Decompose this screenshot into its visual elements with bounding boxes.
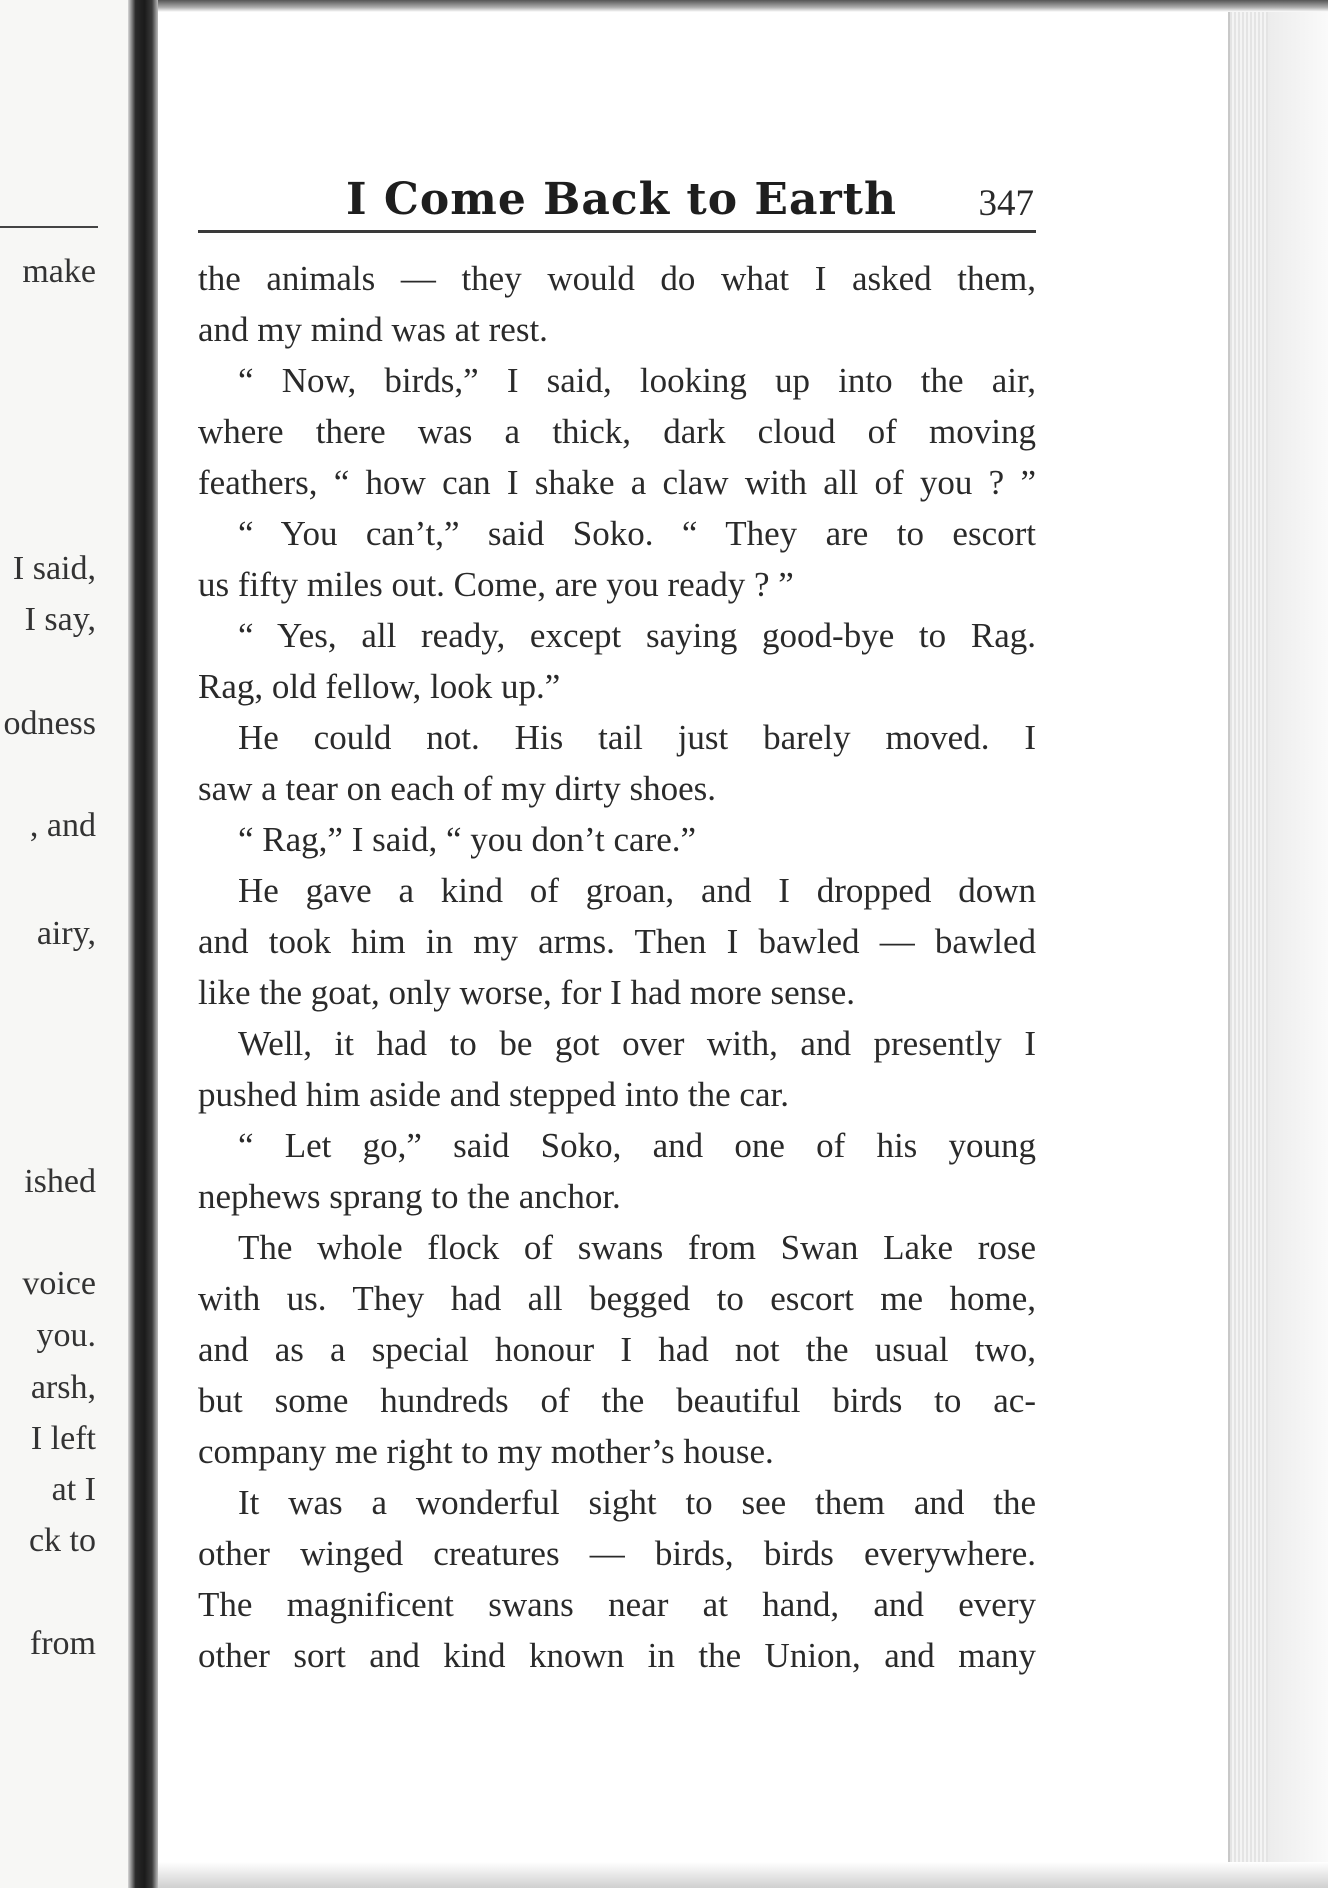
text-line: pushed him aside and stepped into the car. bbox=[198, 1075, 789, 1114]
page-edges bbox=[1228, 12, 1270, 1862]
previous-page-text: voice bbox=[22, 1265, 96, 1302]
text-line: and as a special honour I had not the usual two, bbox=[198, 1330, 1036, 1369]
text-line: “ Rag,” I said, “ you don’t care.” bbox=[238, 820, 697, 859]
text-line: “ Yes, all ready, except saying good-bye to Rag. bbox=[238, 616, 1036, 655]
previous-page-text: ck to bbox=[28, 1522, 96, 1559]
text-line: company me right to my mother’s house. bbox=[198, 1432, 774, 1471]
previous-page-text: make bbox=[22, 253, 96, 290]
previous-page-text: you. bbox=[36, 1317, 96, 1354]
text-line: other winged creatures — birds, birds everywhere. bbox=[198, 1534, 1036, 1573]
text-line: Well, it had to be got over with, and presently I bbox=[238, 1024, 1036, 1063]
previous-page-text: airy, bbox=[36, 915, 96, 952]
text-line: other sort and kind known in the Union, and many bbox=[198, 1636, 1036, 1675]
text-line: and my mind was at rest. bbox=[198, 310, 548, 349]
previous-page-fragment bbox=[0, 0, 128, 1888]
text-line: with us. They had all begged to escort me home, bbox=[198, 1279, 1036, 1318]
previous-page-text: from bbox=[29, 1625, 96, 1662]
previous-page-text: odness bbox=[3, 705, 96, 742]
page-top-edge bbox=[158, 0, 1328, 12]
text-line: saw a tear on each of my dirty shoes. bbox=[198, 769, 717, 808]
text-line: The whole flock of swans from Swan Lake rose bbox=[238, 1228, 1036, 1267]
previous-page-text: ished bbox=[24, 1163, 96, 1200]
previous-page-text: I say, bbox=[24, 601, 96, 638]
page-number: 347 bbox=[978, 183, 1034, 224]
text-line: but some hundreds of the beautiful birds to ac- bbox=[198, 1381, 1036, 1420]
text-line: It was a wonderful sight to see them and the bbox=[238, 1483, 1036, 1522]
page-bottom-shadow bbox=[158, 1862, 1328, 1888]
text-line: He gave a kind of groan, and I dropped down bbox=[238, 871, 1036, 910]
text-line: He could not. His tail just barely moved. I bbox=[238, 718, 1036, 757]
previous-page-text: arsh, bbox=[30, 1369, 96, 1406]
header-rule bbox=[198, 230, 1036, 233]
previous-page-text: I said, bbox=[12, 550, 96, 587]
text-line: where there was a thick, dark cloud of moving bbox=[198, 412, 1036, 451]
previous-page-text: I left bbox=[30, 1420, 96, 1457]
text-line: the animals — they would do what I asked them, bbox=[198, 259, 1036, 298]
text-line: “ You can’t,” said Soko. “ They are to escort bbox=[238, 514, 1036, 553]
body-text bbox=[198, 255, 1036, 1683]
previous-page-text: , and bbox=[29, 807, 96, 844]
running-header-title: I Come Back to Earth bbox=[346, 174, 897, 225]
text-line: “ Let go,” said Soko, and one of his young bbox=[238, 1126, 1036, 1165]
previous-page-header-rule bbox=[0, 226, 98, 228]
text-line: and took him in my arms. Then I bawled — bawled bbox=[198, 922, 1036, 961]
text-line: like the goat, only worse, for I had more sense. bbox=[198, 973, 856, 1012]
text-line: The magnificent swans near at hand, and every bbox=[198, 1585, 1036, 1624]
text-line: “ Now, birds,” I said, looking up into the air, bbox=[238, 361, 1036, 400]
page-edge-shadow bbox=[1268, 12, 1328, 1882]
previous-page-text: at I bbox=[51, 1471, 96, 1508]
text-line: nephews sprang to the anchor. bbox=[198, 1177, 621, 1216]
text-line: Rag, old fellow, look up.” bbox=[198, 667, 561, 706]
text-line: feathers, “ how can I shake a claw with all of you ? ” bbox=[198, 463, 1036, 502]
running-header bbox=[198, 172, 1036, 228]
book-spine-gutter bbox=[128, 0, 158, 1888]
text-line: us fifty miles out. Come, are you ready ? ” bbox=[198, 565, 794, 604]
